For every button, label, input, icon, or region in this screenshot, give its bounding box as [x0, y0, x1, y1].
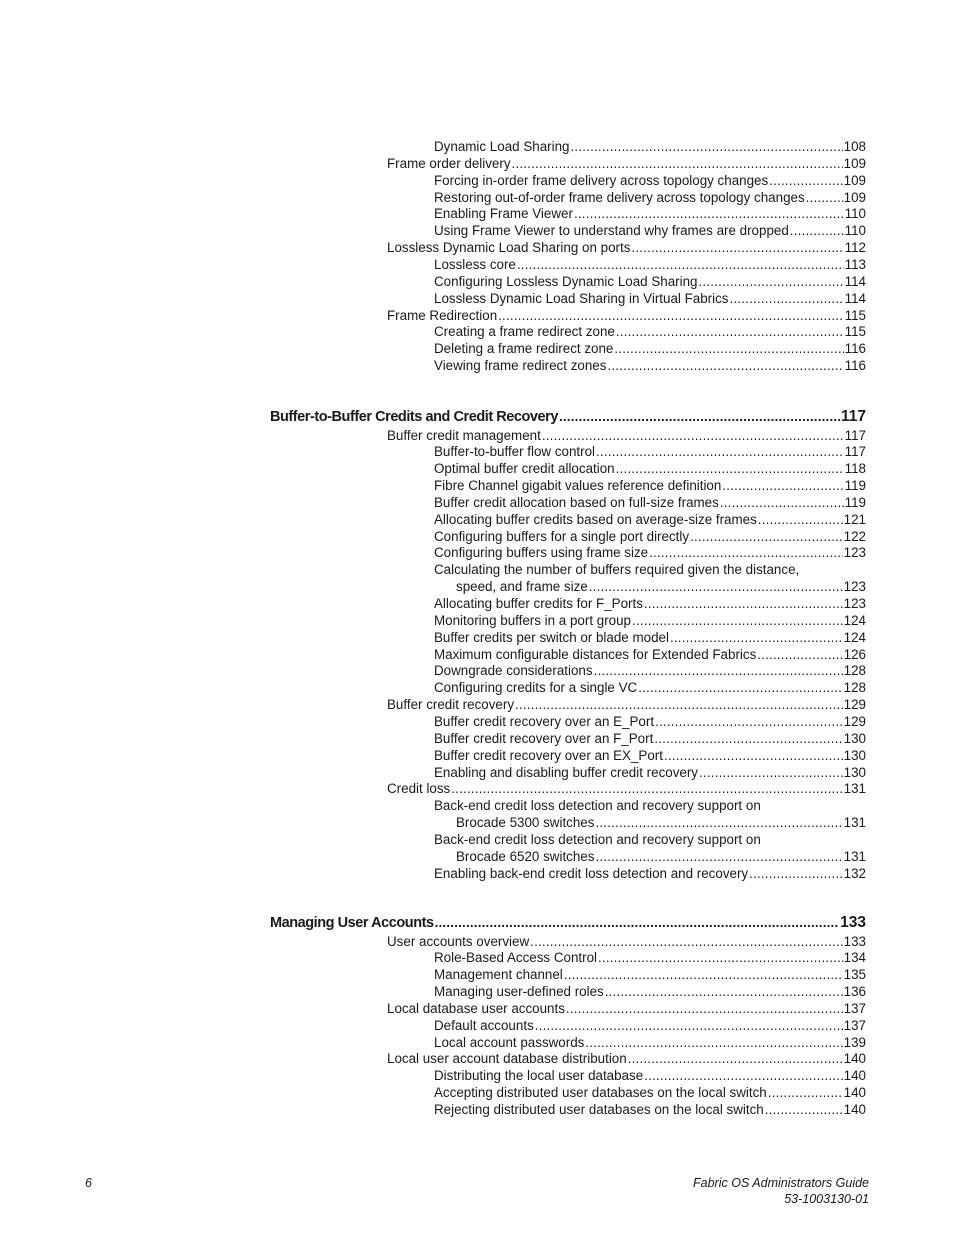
leader-dots	[699, 273, 844, 290]
toc-entry-title: Buffer credit recovery	[387, 697, 515, 713]
toc-subsection-entry[interactable]	[434, 1084, 866, 1101]
toc-entry-title: Brocade 6520 switches	[456, 848, 595, 864]
toc-entry-title: Allocating buffer credits for F_Ports	[434, 596, 643, 611]
toc-entry-title: Fibre Channel gigabit values reference definition	[434, 478, 722, 494]
toc-entry-title: Buffer credit allocation based on full-size frames	[434, 494, 719, 510]
leader-dots	[768, 1084, 843, 1101]
toc-subsection-entry[interactable]	[434, 983, 866, 1000]
toc-section-entry[interactable]	[387, 155, 866, 172]
toc-entry-page: 140	[843, 1068, 866, 1084]
toc-entry-title: speed, and frame size	[456, 579, 588, 595]
toc-section-entry[interactable]	[387, 239, 866, 256]
leader-dots	[749, 865, 843, 882]
toc-entry-title: Maximum configurable distances for Extended Fabrics	[434, 646, 757, 662]
toc-subsection-entry[interactable]	[434, 730, 866, 747]
toc-entry-page: 140	[843, 1051, 866, 1067]
toc-entry-title: Enabling and disabling buffer credit recovery	[434, 764, 699, 780]
toc-entry-page: 130	[843, 764, 866, 780]
leader-dots	[638, 679, 842, 696]
toc-entry-title: Buffer-to-buffer flow control	[434, 444, 596, 460]
leader-dots	[596, 443, 844, 460]
toc-entry-title: Role-Based Access Control	[434, 950, 597, 966]
toc-subsection-entry[interactable]	[434, 222, 866, 239]
toc-subsection-entry[interactable]	[434, 189, 866, 206]
toc-entry-continued[interactable]	[456, 814, 866, 831]
leader-dots	[699, 764, 843, 781]
leader-dots	[595, 814, 842, 831]
toc-entry-page: 130	[843, 747, 866, 763]
toc-entry-title: Frame Redirection	[387, 307, 498, 323]
toc-entry-title: Dynamic Load Sharing	[434, 139, 570, 154]
toc-entry-page: 116	[844, 358, 866, 374]
toc-entry-page: 123	[843, 596, 866, 611]
leader-dots	[566, 1000, 843, 1017]
toc-entry-title: Restoring out-of-order frame delivery across topology changes	[434, 189, 805, 205]
toc-entry-page: 117	[840, 408, 866, 425]
leader-dots	[806, 189, 843, 206]
toc-entry-page: 126	[843, 646, 866, 662]
toc-entry-page: 112	[844, 240, 866, 256]
leader-dots	[607, 357, 843, 374]
leader-dots	[512, 155, 843, 172]
toc-subsection-entry[interactable]	[434, 544, 866, 561]
toc-entry-page: 110	[844, 206, 866, 222]
toc-entry-page: 114	[844, 290, 866, 306]
leader-dots	[616, 323, 844, 340]
toc-subsection-entry[interactable]	[434, 612, 866, 629]
toc-subsection-entry[interactable]	[434, 865, 866, 882]
toc-entry-page: 137	[843, 1017, 866, 1033]
leader-dots	[435, 914, 840, 932]
toc-entry-title: Allocating buffer credits based on average-size frames	[434, 511, 757, 527]
toc-entry-page: 108	[843, 139, 866, 154]
leader-dots	[654, 730, 842, 747]
toc-subsection-entry[interactable]	[434, 1017, 866, 1034]
leader-dots	[757, 646, 842, 663]
toc-subsection-entry[interactable]	[434, 460, 866, 477]
toc-entry-title: Buffer credit recovery over an F_Port	[434, 730, 654, 746]
toc-subsection-entry[interactable]	[434, 646, 866, 663]
toc-subsection-entry[interactable]	[434, 679, 866, 696]
toc-subsection-entry[interactable]	[434, 477, 866, 494]
toc-entry-page: 132	[843, 865, 866, 881]
toc-entry-title: Configuring credits for a single VC	[434, 680, 638, 696]
toc-section-entry[interactable]	[387, 780, 866, 797]
toc-entry-title: Forcing in-order frame delivery across topology changes	[434, 172, 769, 188]
toc-entry-page: 110	[844, 223, 866, 239]
toc-entry-title[interactable]: Back-end credit loss detection and recovery support on	[434, 798, 761, 814]
leader-dots	[594, 662, 843, 679]
toc-subsection-entry[interactable]	[434, 966, 866, 983]
toc-subsection-entry[interactable]	[434, 273, 866, 290]
toc-entry-title: Downgrade considerations	[434, 663, 593, 679]
toc-entry-title[interactable]: Calculating the number of buffers required given the distance,	[434, 562, 800, 578]
toc-entry-page: 114	[844, 273, 866, 289]
toc-subsection-entry[interactable]	[434, 256, 866, 273]
toc-entry-page: 113	[844, 256, 866, 272]
toc-subsection-entry[interactable]	[434, 528, 866, 545]
leader-dots	[690, 528, 843, 545]
toc-entry-page: 128	[843, 663, 866, 679]
toc-subsection-entry[interactable]	[434, 713, 866, 730]
toc-subsection-entry[interactable]	[434, 511, 866, 528]
toc-section-entry[interactable]	[387, 427, 866, 444]
toc-subsection-entry[interactable]	[434, 340, 866, 357]
toc-entry-page: 137	[843, 1000, 866, 1016]
toc-entry-page: 131	[843, 848, 866, 864]
toc-entry-title: Management channel	[434, 967, 563, 983]
toc-entry-title: Accepting distributed user databases on the local switch	[434, 1085, 767, 1101]
toc-subsection-entry[interactable]	[434, 205, 866, 222]
leader-dots	[498, 307, 844, 324]
toc-entry-page: 129	[843, 713, 866, 729]
toc-subsection-entry[interactable]	[434, 138, 866, 155]
toc-entry-title: Buffer credit recovery over an E_Port	[434, 713, 655, 729]
leader-dots	[616, 460, 844, 477]
toc-entry-page: 131	[843, 781, 866, 797]
toc-subsection-entry[interactable]	[434, 1067, 866, 1084]
toc-entry-title: Lossless Dynamic Load Sharing in Virtual Fabrics	[434, 290, 729, 306]
leader-dots	[598, 949, 843, 966]
leader-dots	[758, 511, 843, 528]
toc-entry-title: Configuring Lossless Dynamic Load Sharing	[434, 273, 698, 289]
leader-dots	[605, 983, 843, 1000]
leader-dots	[570, 138, 842, 155]
toc-entry-title: Frame order delivery	[387, 155, 511, 171]
leader-dots	[517, 256, 844, 273]
toc-entry-title: Managing user-defined roles	[434, 984, 604, 1000]
leader-dots	[729, 290, 843, 307]
toc-entry-page: 116	[844, 341, 866, 357]
leader-dots	[664, 747, 843, 764]
toc-subsection-entry[interactable]	[434, 764, 866, 781]
toc-subsection-entry[interactable]	[434, 1034, 866, 1051]
toc-entry-title: Brocade 5300 switches	[456, 815, 595, 831]
leader-dots	[628, 1050, 843, 1067]
toc-entry-page: 121	[843, 511, 866, 527]
footer-doc-title: Fabric OS Administrators Guide	[693, 1176, 869, 1190]
toc-entry-page: 133	[840, 914, 866, 931]
toc-entry-title: Creating a frame redirect zone	[434, 324, 615, 340]
toc-entry-page: 134	[843, 950, 866, 966]
toc-subsection-entry[interactable]	[434, 595, 866, 612]
toc-entry-continued[interactable]	[456, 578, 866, 595]
toc-entry-page: 115	[844, 307, 866, 323]
toc-entry-page: 133	[843, 933, 866, 949]
toc-entry-title: Buffer-to-Buffer Credits and Credit Recovery	[270, 409, 558, 425]
toc-entry-title: Managing User Accounts	[270, 915, 434, 931]
toc-section-entry[interactable]	[387, 1050, 866, 1067]
toc-entry-page: 140	[843, 1102, 866, 1117]
chapter-entry[interactable]	[270, 914, 866, 932]
toc-entry-page: 129	[843, 697, 866, 713]
leader-dots	[790, 222, 844, 239]
toc-entry-title: Local user account database distribution	[387, 1051, 627, 1067]
toc-entry-title: Credit loss	[387, 781, 451, 797]
toc-subsection-entry[interactable]	[434, 1101, 866, 1118]
leader-dots	[644, 595, 843, 612]
toc-subsection-entry[interactable]	[434, 949, 866, 966]
leader-dots	[644, 1067, 842, 1084]
toc-entry-title: Local database user accounts	[387, 1000, 565, 1016]
toc-entry-page: 115	[844, 324, 866, 340]
toc-entry-title: Default accounts	[434, 1017, 534, 1033]
leader-dots	[614, 340, 843, 357]
toc-entry-title: Lossless core	[434, 256, 516, 272]
leader-dots	[632, 612, 843, 629]
toc-entry-page: 123	[843, 579, 866, 595]
leader-dots	[585, 1034, 842, 1051]
toc-entry-title: Using Frame Viewer to understand why frames are dropped	[434, 223, 789, 239]
toc-entry-page: 119	[844, 494, 866, 510]
leader-dots	[589, 578, 843, 595]
toc-entry-title: Optimal buffer credit allocation	[434, 461, 615, 477]
leader-dots	[765, 1101, 843, 1118]
toc-section-entry[interactable]	[387, 1000, 866, 1017]
toc-entry-page: 117	[844, 444, 866, 460]
toc-entry-title: Enabling back-end credit loss detection and recovery	[434, 865, 749, 881]
toc-entry-page: 109	[843, 155, 866, 171]
leader-dots	[451, 780, 842, 797]
toc-entry-page: 117	[844, 427, 866, 443]
leader-dots	[670, 629, 843, 646]
toc-subsection-entry[interactable]	[434, 172, 866, 189]
toc-subsection-entry[interactable]	[434, 662, 866, 679]
toc-entry-page: 124	[843, 629, 866, 645]
toc-subsection-entry[interactable]	[434, 747, 866, 764]
toc-subsection-entry[interactable]	[434, 290, 866, 307]
toc-entry-title: Distributing the local user database	[434, 1068, 644, 1084]
footer-page-number: 6	[85, 1176, 92, 1190]
toc-subsection-entry[interactable]	[434, 494, 866, 511]
leader-dots	[595, 848, 842, 865]
toc-entry-title: Local account passwords	[434, 1034, 585, 1050]
toc-section-entry[interactable]	[387, 933, 866, 950]
toc-entry-page: 123	[843, 545, 866, 561]
leader-dots	[535, 1017, 843, 1034]
toc-entry-title: Buffer credits per switch or blade model	[434, 629, 669, 645]
toc-entry-page: 128	[843, 680, 866, 696]
toc-entry-page: 139	[843, 1034, 866, 1050]
toc-subsection-entry[interactable]	[434, 629, 866, 646]
leader-dots	[564, 966, 843, 983]
toc-entry-page: 140	[843, 1085, 866, 1101]
toc-entry-page: 109	[843, 172, 866, 188]
leader-dots	[720, 494, 844, 511]
toc-entry-title: Lossless Dynamic Load Sharing on ports	[387, 240, 631, 256]
leader-dots	[655, 713, 843, 730]
toc-entry-title: Buffer credit recovery over an EX_Port	[434, 747, 663, 763]
toc-entry-page: 136	[843, 984, 866, 1000]
leader-dots	[530, 933, 843, 950]
toc-entry-continued[interactable]	[456, 848, 866, 865]
toc-entry-title: Rejecting distributed user databases on the local switch	[434, 1102, 764, 1117]
toc-entry-page: 130	[843, 730, 866, 746]
toc-subsection-entry[interactable]	[434, 443, 866, 460]
toc-entry-title: Buffer credit management	[387, 427, 541, 443]
leader-dots	[722, 477, 843, 494]
toc-entry-page: 109	[843, 189, 866, 205]
leader-dots	[631, 239, 843, 256]
toc-entry-title: Configuring buffers for a single port directly	[434, 528, 690, 544]
toc-entry-title[interactable]: Back-end credit loss detection and recovery support on	[434, 831, 761, 847]
toc-entry-title: Deleting a frame redirect zone	[434, 341, 614, 357]
toc-entry-page: 131	[843, 815, 866, 831]
toc-section-entry[interactable]	[387, 307, 866, 324]
chapter-entry[interactable]	[270, 408, 866, 426]
toc-entry-title: Enabling Frame Viewer	[434, 206, 573, 222]
toc-entry-page: 135	[843, 967, 866, 983]
leader-dots	[542, 427, 844, 444]
toc-entry-page: 122	[843, 528, 866, 544]
footer-doc-number: 53-1003130-01	[784, 1192, 869, 1206]
toc-entry-page: 118	[844, 461, 866, 477]
leader-dots	[574, 205, 844, 222]
toc-entry-page: 124	[843, 612, 866, 628]
toc-entry-title: Configuring buffers using frame size	[434, 545, 649, 561]
leader-dots	[515, 696, 843, 713]
leader-dots	[559, 408, 840, 426]
toc-entry-title: Viewing frame redirect zones	[434, 358, 607, 374]
toc-section-entry[interactable]	[387, 696, 866, 713]
toc-entry-title: Monitoring buffers in a port group	[434, 612, 632, 628]
toc-subsection-entry[interactable]	[434, 357, 866, 374]
toc-subsection-entry[interactable]	[434, 323, 866, 340]
leader-dots	[769, 172, 842, 189]
leader-dots	[649, 544, 843, 561]
toc-entry-title: User accounts overview	[387, 933, 530, 949]
toc-entry-page: 119	[844, 478, 866, 494]
